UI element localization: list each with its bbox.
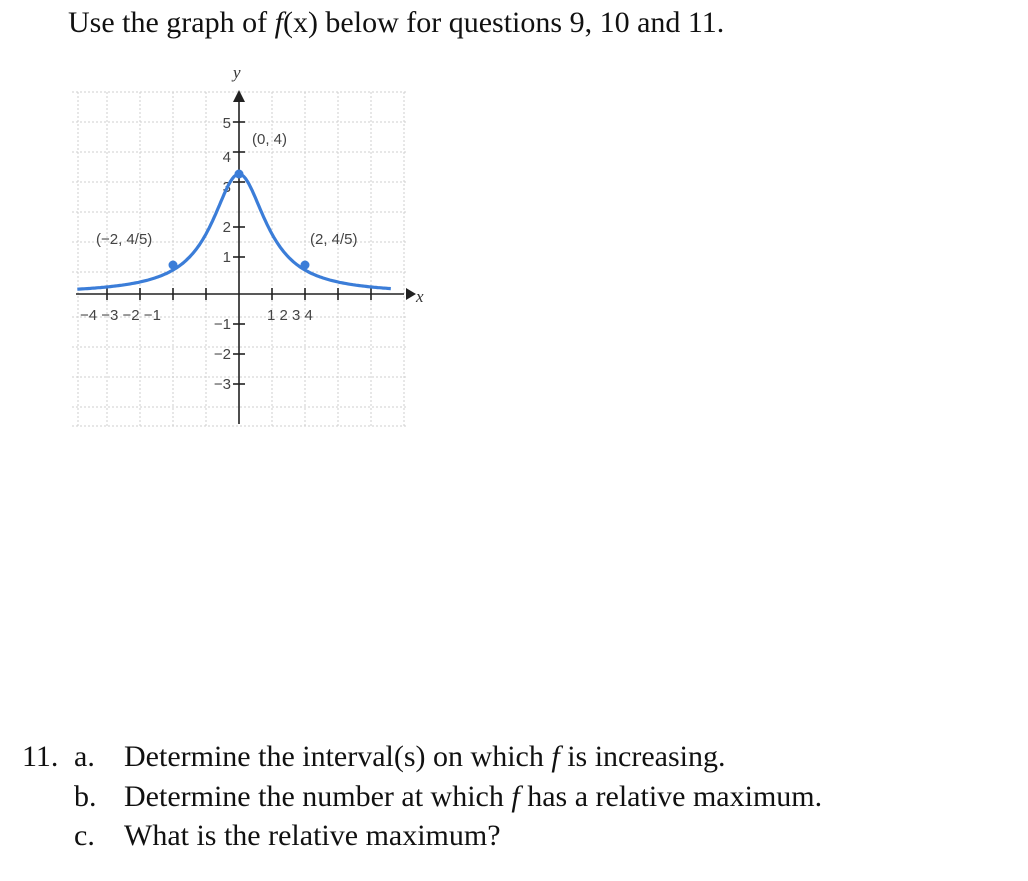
function-graph [72,62,424,432]
point-neg2-4-5 [169,261,178,270]
y-axis [233,100,245,424]
question-number: 11. [22,740,59,773]
part-b-text-1: Determine the number at which [124,780,504,813]
label-point-0-4: (0, 4) [252,131,288,148]
y-tick-label-neg1: −1 [213,316,231,333]
part-b-text [124,780,822,814]
y-tick-label-5: 5 [222,115,231,132]
x-axis [76,288,404,300]
instruction-heading [68,6,724,40]
part-a-function: f [551,740,560,773]
part-a-text-1: Determine the interval(s) on which [124,740,544,773]
y-tick-label-4: 4 [222,149,231,166]
part-b-function: f [511,780,520,813]
y-axis-arrow [233,90,245,102]
heading-text-1: Use the graph of [68,6,268,39]
point-2-4-5 [301,261,310,270]
point-0-4 [235,170,244,179]
label-point-2-4-5: (2, 4/5) [310,231,358,248]
part-a-text [124,740,726,774]
y-axis-label: y [233,63,241,82]
part-b-text-2: has a relative maximum. [527,780,823,813]
y-tick-label-neg3: −3 [213,376,231,393]
part-a-letter: a. [74,740,95,773]
y-tick-label-1: 1 [222,249,231,266]
part-b-letter: b. [74,780,97,813]
y-tick-label-2: 2 [222,219,231,236]
heading-text-2: (x) below for questions 9, 10 and 11. [282,6,725,39]
y-tick-label-neg2: −2 [213,346,231,363]
part-c-letter: c. [74,819,95,852]
x-axis-label: x [416,287,424,306]
part-c-text: What is the relative maximum? [124,819,501,852]
heading-function-name: f [274,6,283,39]
x-axis-arrow [406,288,416,300]
y-tick-label-3: 3 [222,179,231,196]
label-point-neg2-4-5: (−2, 4/5) [96,231,153,248]
graph-svg [72,62,424,432]
x-tick-labels-positive: 1 2 3 4 [267,307,313,324]
x-tick-labels-negative: −4 −3 −2 −1 [80,307,161,324]
part-a-text-2: is increasing. [567,740,726,773]
